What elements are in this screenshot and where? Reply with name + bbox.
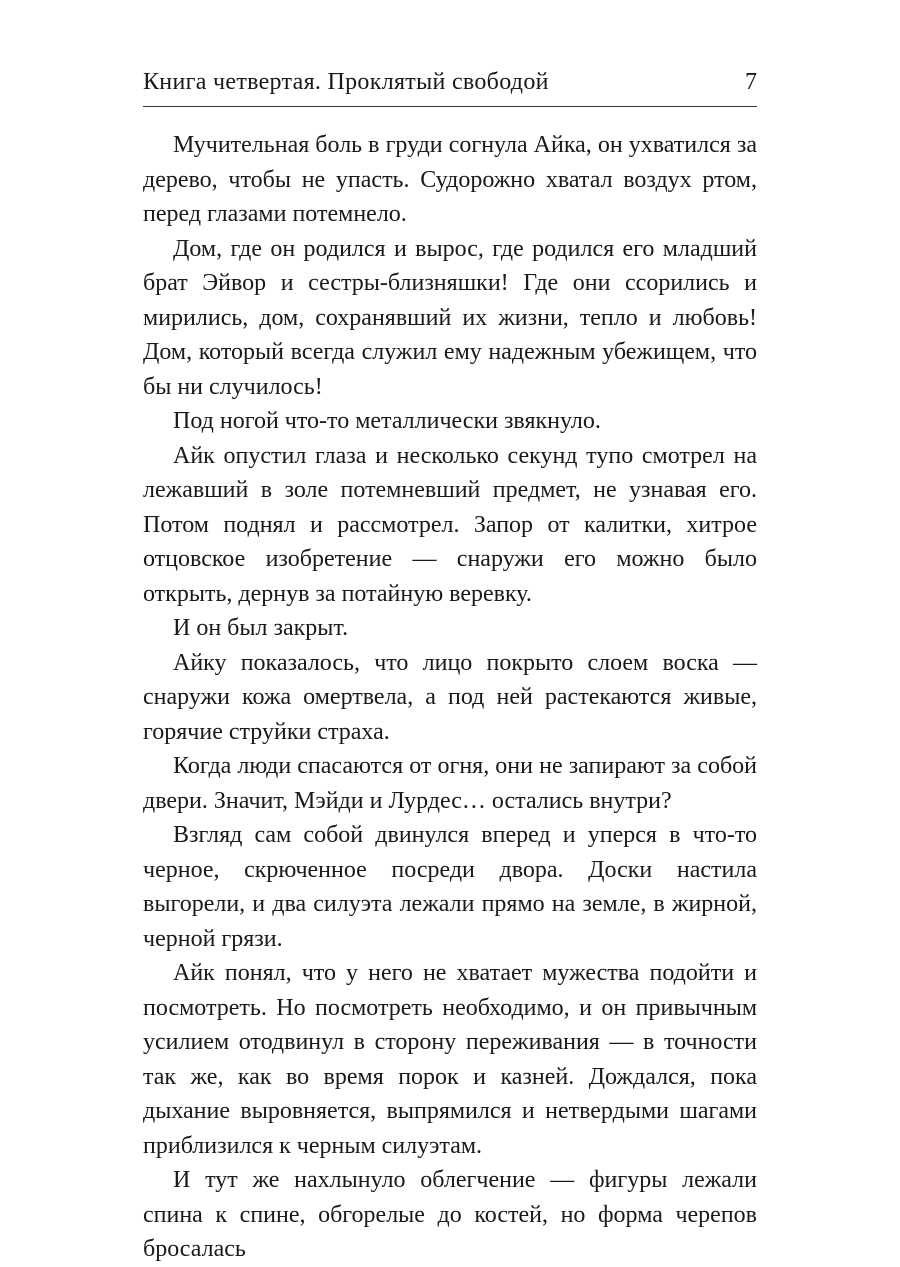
paragraph: Под ногой что-то металлически звякнуло. bbox=[173, 408, 601, 434]
paragraph: И он был закрыт. bbox=[173, 615, 349, 641]
body-text bbox=[143, 128, 757, 1267]
paragraph: Айк опустил глаза и несколько секунд тупо смотрел на лежавший в золе потемневший предмет, не узнавая его. Потом поднял и рассмотрел. Запор от калитки, хитрое отцовское изобретение — снаружи его можно было открыть, дернув за потайную веревку. bbox=[143, 442, 757, 607]
paragraph: Айку показалось, что лицо покрыто слоем воска — снаружи кожа омертвела, а под ней растекаются живые, горячие струйки страха. bbox=[143, 649, 757, 745]
paragraph: Мучительная боль в груди согнула Айка, он ухватился за дерево, чтобы не упасть. Судорожно хватал воздух ртом, перед глазами потемнело. bbox=[143, 132, 757, 227]
page-number: 7 bbox=[745, 69, 757, 95]
paragraph: Взгляд сам собой двинулся вперед и уперся в что-то черное, скрюченное посреди двора. Доски настила выгорели, и два силуэта лежали прямо на земле, в жирной, черной грязи. bbox=[143, 822, 757, 952]
paragraph: Дом, где он родился и вырос, где родился его младший брат Эйвор и сестры-близняшки! Где они ссорились и мирились, дом, сохранявший их жизни, тепло и любовь! Дом, который всегда служил ему надежным убежищем, что бы ни случилось! bbox=[143, 235, 757, 400]
running-title: Книга четвертая. Проклятый свободой bbox=[143, 69, 549, 95]
paragraph: Когда люди спасаются от огня, они не запирают за собой двери. Значит, Мэйди и Лурдес… остались внутри? bbox=[143, 753, 757, 814]
running-header bbox=[143, 66, 757, 102]
header-divider bbox=[143, 106, 757, 107]
paragraph: Айк понял, что у него не хватает мужества подойти и посмотреть. Но посмотреть необходимо, и он привычным усилием отодвинул в сторону переживания — в точности так же, как во время порок и казней. Дождался, пока дыхание выровняется, выпрямился и нетвердыми шагами приблизился к черным силуэтам. bbox=[143, 960, 757, 1159]
paragraph: И тут же нахлынуло облегчение — фигуры лежали спина к спине, обгорелые до костей, но форма черепов бросалась bbox=[143, 1167, 757, 1262]
